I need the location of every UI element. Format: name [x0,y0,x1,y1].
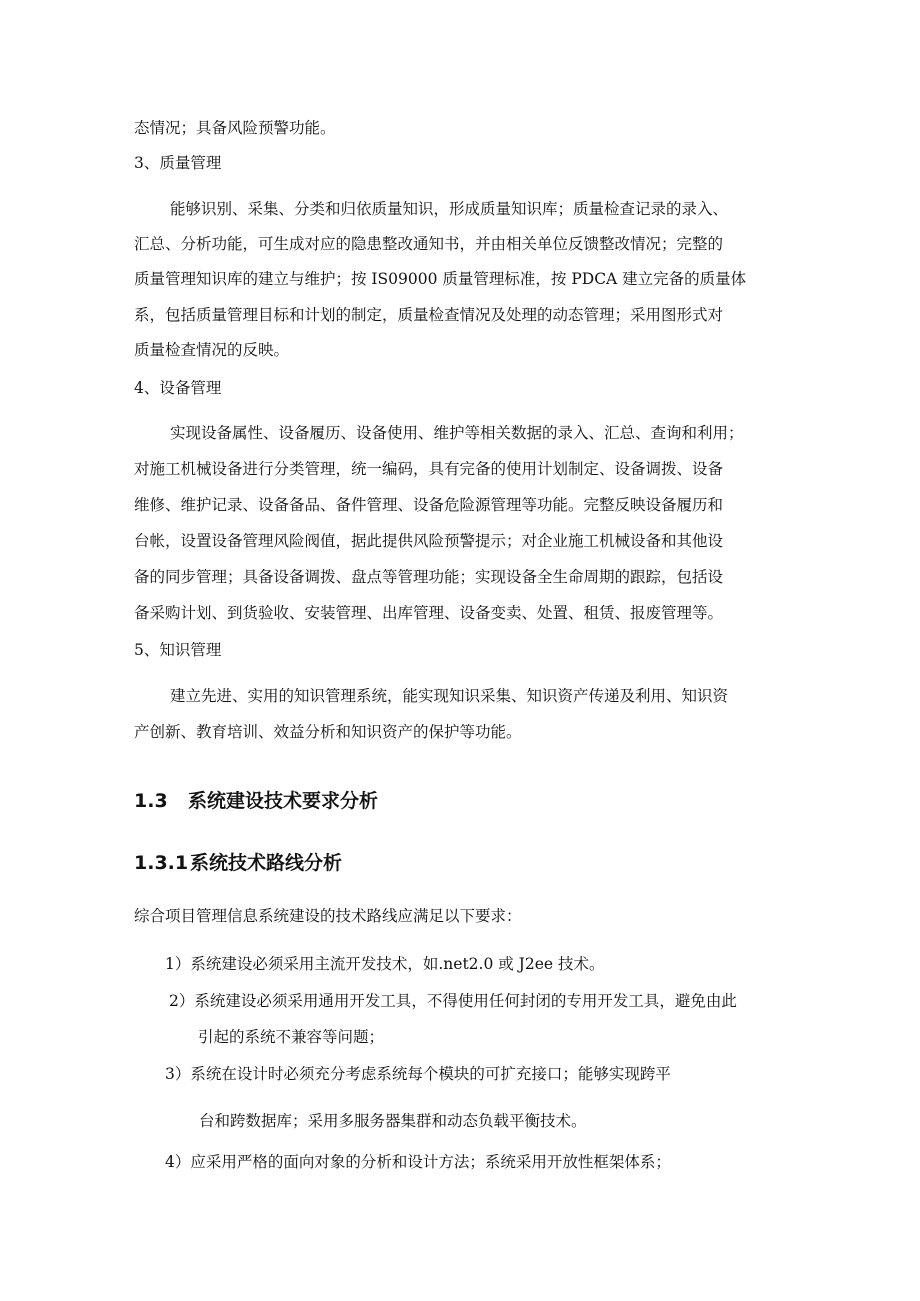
paragraph-line: 综合项目管理信息系统建设的技术路线应满足以下要求： [134,907,522,925]
section-heading-quality: 3、质量管理 [134,154,222,172]
list-item-continuation: 引起的系统不兼容等问题； [198,1028,385,1046]
heading-number: 1.3 [134,790,168,812]
paragraph-line: 台帐，设置设备管理风险阀值，据此提供风险预警提示；对企业施工机械设备和其他设 [134,532,724,550]
section-heading-equipment: 4、设备管理 [134,379,222,397]
heading-title: 系统技术路线分析 [190,852,343,874]
paragraph-line: 实现设备属性、设备履历、设备使用、维护等相关数据的录入、汇总、查询和利用； [170,424,744,442]
heading-1-3 [134,789,378,813]
paragraph-line: 对施工机械设备进行分类管理，统一编码，具有完备的使用计划制定、设备调拨、设备 [134,460,724,478]
heading-number: 1.3.1 [134,852,189,874]
heading-title: 系统建设技术要求分析 [188,790,379,812]
paragraph-line: 质量管理知识库的建立与维护；按 IS09000 质量管理标准，按 PDCA 建立完备的质量体 [134,270,747,288]
paragraph-line: 质量检查情况的反映。 [134,341,290,359]
list-item-continuation: 台和跨数据库；采用多服务器集群和动态负载平衡技术。 [199,1112,587,1130]
paragraph-line: 汇总、分析功能，可生成对应的隐患整改通知书，并由相关单位反馈整改情况；完整的 [134,235,724,253]
heading-1-3-1 [134,851,342,875]
paragraph-line: 能够识别、采集、分类和归依质量知识，形成质量知识库；质量检查记录的录入、 [170,200,729,218]
paragraph-line: 维修、维护记录、设备备品、备件管理、设备危险源管理等功能。完整反映设备履历和 [134,496,724,514]
paragraph-line: 备采购计划、到货验收、安装管理、出库管理、设备变卖、处置、租赁、报废管理等。 [134,604,724,622]
section-heading-knowledge: 5、知识管理 [134,641,222,659]
paragraph-line: 态情况；具备风险预警功能。 [134,119,336,137]
list-item: 1）系统建设必须采用主流开发技术，如.net2.0 或 J2ee 技术。 [165,955,605,973]
paragraph-line: 备的同步管理；具备设备调拨、盘点等管理功能；实现设备全生命周期的跟踪，包括设 [134,568,724,586]
list-item: 4）应采用严格的面向对象的分析和设计方法；系统采用开放性框架体系； [165,1153,671,1171]
paragraph-line: 产创新、教育培训、效益分析和知识资产的保护等功能。 [134,723,522,741]
paragraph-line: 建立先进、实用的知识管理系统，能实现知识采集、知识资产传递及利用、知识资 [170,687,729,705]
list-item: 2）系统建设必须采用通用开发工具，不得使用任何封闭的专用开发工具，避免由此 [169,992,737,1010]
list-item: 3）系统在设计时必须充分考虑系统每个模块的可扩充接口；能够实现跨平 [165,1065,671,1083]
paragraph-line: 系，包括质量管理目标和计划的制定，质量检查情况及处理的动态管理；采用图形式对 [134,306,724,324]
